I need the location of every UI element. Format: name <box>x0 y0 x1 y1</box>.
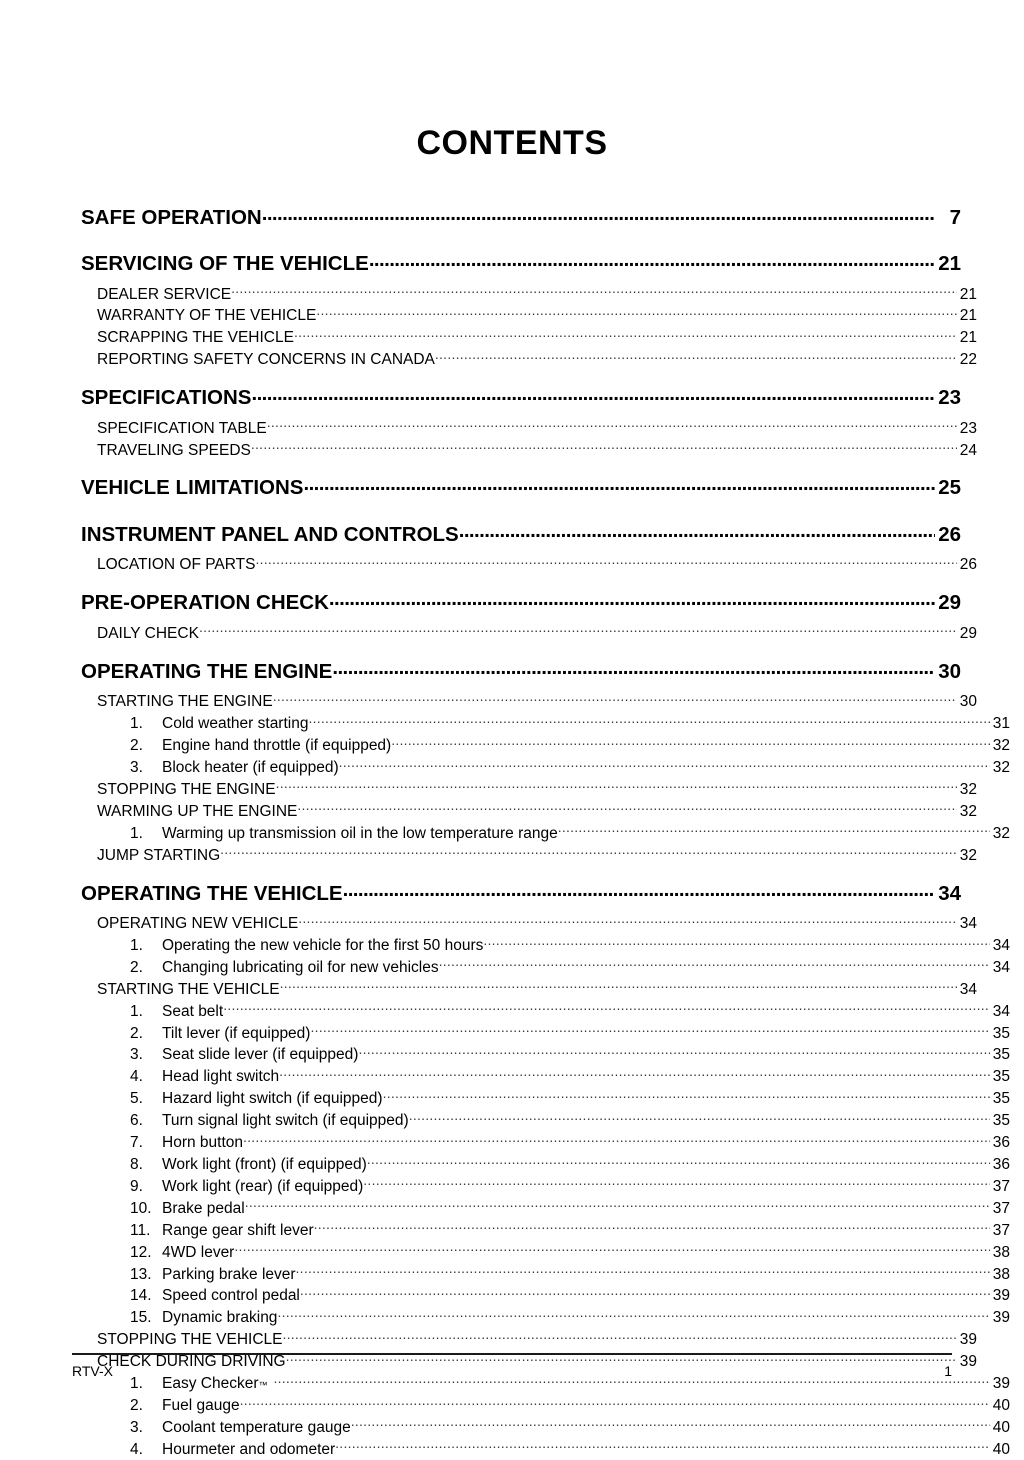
dot-leader <box>297 800 957 816</box>
dot-leader <box>439 956 990 972</box>
dot-leader <box>459 520 935 541</box>
dot-leader <box>383 1088 990 1104</box>
toc-entry-label: Seat slide lever (if equipped) <box>162 1046 359 1064</box>
toc-entry-label: WARRANTY OF THE VEHICLE <box>97 307 317 325</box>
toc-entry-level-1[interactable] <box>81 371 961 418</box>
toc-entry-label: INSTRUMENT PANEL AND CONTROLS <box>81 522 459 546</box>
toc-entry-label: Dynamic braking <box>162 1309 278 1327</box>
toc-entry-level-2[interactable] <box>97 349 977 371</box>
footer-page-number: 1 <box>944 1363 952 1379</box>
toc-entry-level-1[interactable] <box>81 507 961 554</box>
dot-leader <box>282 1329 957 1345</box>
toc-entry-number: 1. <box>130 715 143 733</box>
toc-entry-page-number: 39 <box>959 1331 977 1349</box>
toc-entry-number: 4. <box>130 1440 143 1458</box>
dot-leader <box>308 713 990 729</box>
dot-leader <box>276 778 957 794</box>
dot-leader <box>351 1416 990 1432</box>
toc-entry-label: Warming up transmission oil in the low temperature range <box>162 824 558 842</box>
toc-entry-page-number: 29 <box>959 624 977 642</box>
toc-entry-label: Work light (rear) (if equipped) <box>162 1177 364 1195</box>
toc-entry-label: TRAVELING SPEEDS <box>97 441 251 459</box>
toc-entry-level-2[interactable] <box>97 691 977 713</box>
toc-entry-page-number: 39 <box>992 1375 1010 1393</box>
toc-entry-level-2[interactable] <box>97 417 977 439</box>
toc-entry-level-3[interactable] <box>130 956 1010 978</box>
toc-entry-label: STOPPING THE VEHICLE <box>97 1331 283 1349</box>
toc-entry-level-3[interactable] <box>130 934 1010 956</box>
toc-entry-level-3[interactable] <box>130 1416 1010 1438</box>
toc-entry-level-3[interactable] <box>130 1394 1010 1416</box>
toc-entry-page-number: 32 <box>992 824 1010 842</box>
toc-entry-level-2[interactable] <box>97 327 977 349</box>
dot-leader <box>343 879 935 900</box>
dot-leader <box>220 844 957 860</box>
toc-entry-page-number: 32 <box>992 758 1010 776</box>
toc-entry-page-number: 21 <box>959 285 977 303</box>
toc-entry-level-3[interactable] <box>130 735 1010 757</box>
toc-entry-page-number: 34 <box>992 958 1010 976</box>
toc-entry-number: 14. <box>130 1287 152 1305</box>
dot-leader <box>314 1219 990 1235</box>
dot-leader <box>223 1000 990 1016</box>
toc-entry-level-3[interactable] <box>130 1153 1010 1175</box>
toc-entry-page-number: 34 <box>959 980 977 998</box>
toc-entry-label: OPERATING NEW VEHICLE <box>97 915 299 932</box>
dot-leader <box>300 1285 990 1301</box>
toc-entry-level-2[interactable] <box>97 1329 977 1351</box>
dot-leader <box>358 1044 990 1060</box>
toc-entry-number: 3. <box>130 758 143 776</box>
toc-entry-label: PRE-OPERATION CHECK <box>81 591 329 615</box>
dot-leader <box>231 283 957 299</box>
toc-entry-number: 11. <box>130 1221 151 1239</box>
page-footer <box>72 1363 952 1379</box>
toc-entry-number: 7. <box>130 1134 143 1152</box>
toc-entry-level-2[interactable] <box>97 305 977 327</box>
toc-entry-level-3[interactable] <box>130 1000 1010 1022</box>
toc-entry-number: 2. <box>130 1024 143 1042</box>
toc-entry-number: 1. <box>130 1375 143 1393</box>
toc-entry-level-3[interactable] <box>130 1263 1010 1285</box>
toc-entry-page-number: 30 <box>959 693 977 711</box>
dot-leader <box>279 1066 990 1082</box>
toc-entry-number: 15. <box>130 1309 152 1327</box>
toc-entry-level-1[interactable] <box>81 866 961 913</box>
toc-entry-number: 1. <box>130 936 143 954</box>
toc-entry-number: 1. <box>130 824 143 842</box>
toc-entry-page-number: 35 <box>992 1024 1010 1042</box>
toc-entry-number: 1. <box>130 1002 143 1020</box>
toc-entry-level-3[interactable] <box>130 1066 1010 1088</box>
dot-leader <box>234 1241 990 1257</box>
toc-entry-page-number: 40 <box>992 1418 1010 1436</box>
toc-entry-page-number: 35 <box>992 1068 1010 1086</box>
dot-leader <box>303 474 935 495</box>
dot-leader <box>273 691 957 707</box>
toc-entry-label: Engine hand throttle (if equipped) <box>162 737 392 755</box>
toc-entry-number: 3. <box>130 1418 143 1436</box>
dot-leader <box>367 1153 990 1169</box>
toc-entry-page-number: 36 <box>992 1155 1010 1173</box>
toc-entry-level-2[interactable] <box>97 554 977 576</box>
toc-entry-page-number: 39 <box>992 1287 1010 1305</box>
dot-leader <box>277 1307 990 1323</box>
dot-leader <box>335 1438 990 1454</box>
toc-entry-number: 2. <box>130 958 143 976</box>
dot-leader <box>262 203 935 224</box>
toc-entry-page-number: 21 <box>959 329 977 347</box>
toc-entry-page-number: 30 <box>938 659 961 683</box>
toc-entry-label: DEALER SERVICE <box>97 285 232 303</box>
toc-entry-page-number: 24 <box>959 441 977 459</box>
toc-entry-label: Turn signal light switch (if equipped) <box>162 1112 409 1130</box>
toc-entry-page-number: 31 <box>992 715 1010 733</box>
dot-leader <box>558 822 990 838</box>
dot-leader <box>316 305 957 321</box>
toc-entry-page-number: 40 <box>992 1396 1010 1414</box>
toc-entry-label: Easy Checker <box>162 1375 259 1393</box>
toc-entry-number: 10. <box>130 1199 152 1217</box>
toc-entry-level-3[interactable] <box>130 1044 1010 1066</box>
toc-entry-level-2[interactable] <box>97 844 977 866</box>
toc-entry-page-number: 22 <box>959 351 977 369</box>
dot-leader <box>369 250 935 271</box>
toc-entry-label: Brake pedal <box>162 1199 245 1217</box>
dot-leader <box>332 657 935 678</box>
toc-entry-level-3[interactable] <box>130 1022 1010 1044</box>
toc-entry-label: SPECIFICATION TABLE <box>97 419 267 437</box>
dot-leader <box>329 589 935 610</box>
toc-entry-level-3[interactable] <box>130 1110 1010 1132</box>
table-of-contents <box>72 190 1010 1460</box>
toc-entry-page-number: 26 <box>938 522 961 546</box>
toc-entry-label: STARTING THE VEHICLE <box>97 980 280 998</box>
footer-divider <box>72 1353 952 1355</box>
toc-entry-page-number: 37 <box>992 1177 1010 1195</box>
toc-entry-level-1[interactable] <box>81 461 961 508</box>
toc-entry-label: SPECIFICATIONS <box>81 386 252 410</box>
toc-entry-number: 2. <box>130 1396 143 1414</box>
toc-entry-page-number: 21 <box>959 307 977 325</box>
toc-entry-label: Horn button <box>162 1134 243 1152</box>
toc-entry-number: 12. <box>130 1243 152 1261</box>
toc-entry-label: SCRAPPING THE VEHICLE <box>97 329 294 347</box>
dot-leader <box>298 913 957 929</box>
toc-entry-level-3[interactable] <box>130 822 1010 844</box>
dot-leader <box>409 1110 990 1126</box>
toc-entry-label: Head light switch <box>162 1068 280 1086</box>
toc-entry-level-3[interactable] <box>130 1175 1010 1197</box>
dot-leader <box>296 1263 990 1279</box>
toc-entry-level-2[interactable] <box>97 800 977 822</box>
dot-leader <box>339 756 990 772</box>
toc-entry-level-1[interactable] <box>81 190 961 237</box>
toc-entry-page-number: 37 <box>992 1221 1010 1239</box>
dot-leader <box>199 622 957 638</box>
dot-leader <box>255 554 957 570</box>
toc-entry-level-3[interactable] <box>130 1241 1010 1263</box>
toc-entry-number: 9. <box>130 1177 143 1195</box>
toc-entry-level-3[interactable] <box>130 1438 1010 1460</box>
toc-entry-level-3[interactable] <box>130 1197 1010 1219</box>
toc-entry-label: Block heater (if equipped) <box>162 758 339 776</box>
page-title: CONTENTS <box>416 124 608 162</box>
toc-entry-page-number: 34 <box>959 915 977 932</box>
toc-entry-number: 3. <box>130 1046 143 1064</box>
toc-entry-label: Seat belt <box>162 1002 224 1020</box>
toc-entry-page-number: 39 <box>959 1353 977 1371</box>
dot-leader <box>251 439 957 455</box>
toc-entry-number: 5. <box>130 1090 143 1108</box>
toc-entry-label: OPERATING THE ENGINE <box>81 659 333 683</box>
toc-entry-label: Changing lubricating oil for new vehicles <box>162 958 439 976</box>
toc-entry-label: Cold weather starting <box>162 715 309 733</box>
toc-entry-page-number: 35 <box>992 1046 1010 1064</box>
toc-entry-level-3[interactable] <box>130 1132 1010 1154</box>
toc-entry-page-number: 39 <box>992 1309 1010 1327</box>
dot-leader <box>483 934 990 950</box>
toc-entry-number: 6. <box>130 1112 143 1130</box>
toc-entry-label: Operating the new vehicle for the first 50 hours <box>162 936 484 954</box>
toc-entry-level-2[interactable] <box>97 622 977 644</box>
toc-entry-page-number: 38 <box>992 1243 1010 1261</box>
toc-entry-label: Coolant temperature gauge <box>162 1418 351 1436</box>
toc-entry-page-number: 40 <box>992 1440 1010 1458</box>
toc-entry-level-3[interactable] <box>130 1088 1010 1110</box>
toc-entry-label: CHECK DURING DRIVING <box>97 1353 286 1371</box>
dot-leader <box>251 384 935 405</box>
toc-entry-label: Hazard light switch (if equipped) <box>162 1090 383 1108</box>
toc-entry-page-number: 32 <box>959 780 977 798</box>
toc-entry-label: DAILY CHECK <box>97 624 199 642</box>
dot-leader <box>240 1394 990 1410</box>
toc-entry-label: Parking brake lever <box>162 1265 296 1283</box>
toc-entry-level-2[interactable] <box>97 978 977 1000</box>
dot-leader <box>267 417 957 433</box>
toc-entry-level-3[interactable]: 1. Easy Checker ™ ..... 39 <box>130 1373 1010 1395</box>
toc-entry-page-number: 38 <box>992 1265 1010 1283</box>
toc-entry-label: Fuel gauge <box>162 1396 240 1414</box>
toc-entry-page-number: 21 <box>938 252 961 275</box>
toc-entry-page-number: 23 <box>959 419 977 437</box>
dot-leader <box>391 735 990 751</box>
toc-entry-label: Work light (front) (if equipped) <box>162 1155 367 1173</box>
toc-entry-label: Speed control pedal <box>162 1287 300 1305</box>
dot-leader <box>435 349 957 365</box>
toc-entry-label: JUMP STARTING <box>97 846 221 864</box>
toc-entry-page-number: 23 <box>938 386 961 410</box>
toc-entry-page-number: 37 <box>992 1199 1010 1217</box>
toc-entry-level-1[interactable] <box>81 237 961 284</box>
toc-entry-label: STARTING THE ENGINE <box>97 693 273 711</box>
toc-entry-label: SERVICING OF THE VEHICLE <box>81 252 369 275</box>
toc-entry-label: SAFE OPERATION <box>81 205 262 229</box>
toc-entry-number: 8. <box>130 1155 143 1173</box>
toc-entry-level-2[interactable] <box>97 778 977 800</box>
dot-leader <box>280 978 957 994</box>
toc-entry-level-3[interactable] <box>130 1285 1010 1307</box>
toc-entry-page-number: 7 <box>949 205 961 229</box>
toc-entry-label: VEHICLE LIMITATIONS <box>81 476 304 500</box>
toc-entry-page-number: 29 <box>938 591 961 615</box>
toc-entry-page-number: 25 <box>938 476 961 500</box>
dot-leader <box>294 327 957 343</box>
toc-entry-level-1[interactable] <box>81 644 961 691</box>
toc-entry-level-1[interactable] <box>81 576 961 623</box>
toc-entry-page-number: 32 <box>992 737 1010 755</box>
toc-entry-label: STOPPING THE ENGINE <box>97 780 276 798</box>
toc-entry-level-2[interactable] <box>97 283 977 305</box>
toc-entry-level-3[interactable] <box>130 756 1010 778</box>
toc-entry-number: 4. <box>130 1068 143 1086</box>
dot-leader <box>243 1132 990 1148</box>
toc-entry-label: Tilt lever (if equipped) <box>162 1024 311 1042</box>
toc-entry-page-number: 34 <box>992 1002 1010 1020</box>
toc-entry-number: 13. <box>130 1265 152 1283</box>
toc-entry-page-number: 35 <box>992 1090 1010 1108</box>
toc-entry-page-number: 34 <box>938 881 961 905</box>
toc-entry-level-2[interactable] <box>97 439 977 461</box>
toc-entry-label: LOCATION OF PARTS <box>97 556 256 574</box>
toc-entry-label: WARMING UP THE ENGINE <box>97 802 298 820</box>
dot-leader <box>245 1197 990 1213</box>
toc-entry-level-3[interactable] <box>130 1219 1010 1241</box>
toc-entry-label: Hourmeter and odometer <box>162 1440 336 1458</box>
toc-entry-label: Range gear shift lever <box>162 1221 314 1239</box>
toc-entry-number: 2. <box>130 737 143 755</box>
dot-leader <box>310 1022 990 1038</box>
toc-entry-label: OPERATING THE VEHICLE <box>81 881 343 905</box>
toc-entry-level-2[interactable] <box>97 913 977 935</box>
toc-entry-page-number: 36 <box>992 1134 1010 1152</box>
dot-leader <box>363 1175 990 1191</box>
toc-entry-page-number: 32 <box>959 802 977 820</box>
toc-entry-page-number: 26 <box>959 556 977 574</box>
toc-entry-level-3[interactable] <box>130 1307 1010 1329</box>
toc-entry-label: 4WD lever <box>162 1243 235 1261</box>
toc-entry-page-number: 32 <box>959 846 977 864</box>
toc-entry-page-number: 34 <box>992 936 1010 954</box>
footer-model-label: RTV-X <box>72 1363 113 1379</box>
toc-entry-level-3[interactable] <box>130 713 1010 735</box>
toc-entry-page-number: 35 <box>992 1112 1010 1130</box>
toc-entry-label: REPORTING SAFETY CONCERNS IN CANADA <box>97 351 435 369</box>
